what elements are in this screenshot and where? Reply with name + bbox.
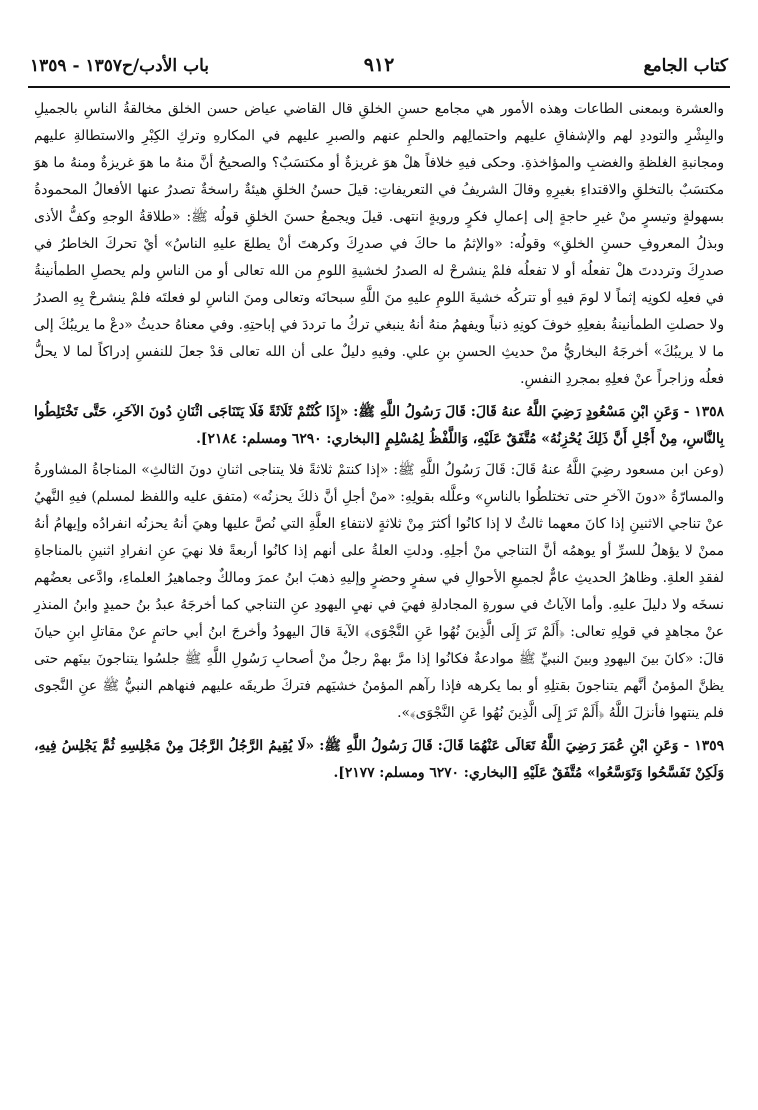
commentary-paragraph: (وعن ابن مسعود رضِيَ اللَّهُ عنهُ قَالَ: قَالَ رَسُولُ اللَّهِ ﷺ: «إذا كنتمْ ثلاثةً فلا يتناجى اثنانِ دونَ الثالثِ» المناجاةُ المشاورةُ والمسارّةُ «دونَ الآخرِ حتى تختلطُوا بالناسِ» وعلَّله بقولِهِ: «منْ أجلِ أنَّ ذلكَ يحزنُه» (متفق عليه واللفظ لمسلم) فيهِ النَّهيُ عنْ تناجي الاثنينِ إذا كانَ معهما ثالثٌ لا إذا كانُوا أكثرَ مِنْ ثلاثةٍ لانتفاءِ العلَّةِ التي نُصَّ عليها وهيَ أنهُ يحزنُه انفرادُه وإيهامُ أنهُ ممنْ لا يؤهلُ للسرِّ أو يوهمُه أنَّ التناجي منْ أجلِهِ. ودلتِ العلةُ على أنهم إذا كانُوا أربعةً فلا نهيَ عنِ انفرادِ اثنينِ بالمناجاةِ لفقدِ العلةِ. وظاهرُ الحديثِ عامٌّ لجميعِ الأحوالِ في سفرٍ وحضرٍ وإليهِ ذهبَ ابنُ عمرَ ومالكٌ وجماهيرُ العلماءِ، وادَّعى بعضُهم نسخَه ولا دليلَ عليهِ. وأما الآياتُ في سورةِ المجادلةِ فهيَ في نهيِ اليهودِ عنِ التناجي كما أخرجَهُ عبدُ بنُ حميدٍ وابنُ المنذرِ عنْ مجاهدٍ في قولِهِ تعالى: ﴿أَلَمْ تَرَ إِلَى الَّذِينَ نُهُوا عَنِ النَّجْوَى﴾ الآيةَ قالَ اليهودُ وأخرجَ ابنُ أبي حاتمٍ عنْ مقاتلِ ابنِ حيانَ قالَ: «كانَ بينَ اليهودِ وبينَ النبيِّ ﷺ موادعةٌ فكانُوا إذا مرَّ بهمْ رجلٌ منْ أصحابِ رَسُولِ اللَّهِ ﷺ جلسُوا يتناجونَ بينَهم حتى يظنَّ المؤمنُ أنَّهم يتناجونَ بقتلِهِ أو بما يكرهه فإذا رآهم المؤمنُ خشيَهم فتركَ طريقَه عليهم فنهاهم النبيُّ ﷺ عنِ النَّجوى فلم ينتهوا فأنزلَ اللَّهُ ﴿أَلَمْ تَرَ إِلَى الَّذِينَ نُهُوا عَنِ النَّجْوَى﴾». xyxy=(34,462,724,721)
header-rule xyxy=(28,86,730,88)
page-number: ٩١٢ xyxy=(363,54,395,76)
chapter-range: باب الأدب/ح١٣٥٧ - ١٣٥٩ xyxy=(30,56,209,76)
hadith-1359: ١٣٥٩ - وَعَنِ ابْنِ عُمَرَ رَضِيَ اللَّهُ تَعَالَى عَنْهُمَا قَالَ: قَالَ رَسُولُ اللَّهِ ﷺ: «لَا يُقِيمُ الرَّجُلُ الرَّجُلَ مِنْ مَجْلِسِهِ ثُمَّ يَجْلِسُ فِيهِ، وَلَكِنْ تَفَسَّحُوا وَتَوَسَّعُوا» مُتَّفَقٌ عَلَيْهِ [البخاري: ٦٢٧٠ ومسلم: ٢١٧٧]. xyxy=(34,738,724,781)
page-body xyxy=(34,96,724,787)
hadith-1358: ١٣٥٨ - وَعَنِ ابْنِ مَسْعُودٍ رَضِيَ اللَّهُ عنهُ قَالَ: قَالَ رَسُولُ اللَّهِ ﷺ: «إِذَا كُنْتُمْ ثَلَاثَةً فَلَا يَتَنَاجَى اثْنَانِ دُونَ الآخَرِ، حَتَّى تَخْتَلِطُوا بِالنَّاسِ، مِنْ أَجْلِ أَنَّ ذَلِكَ يُحْزِنُهُ» مُتَّفَقٌ عَلَيْهِ، وَاللَّفْظُ لِمُسْلِمٍ [البخاري: ٦٢٩٠ ومسلم: ٢١٨٤]. xyxy=(34,404,724,447)
commentary-paragraph: والعشرة وبمعنى الطاعات وهذه الأمور هي مجامع حسنِ الخلقِ قال القاضي عياض حسن الخلق مخالقةُ الناسِ بالجميلِ والبِشْرِ والتوددِ لهم والإشفاقِ عليهم واحتمالِهم والحلمِ عنهم والصبرِ عليهم في المكارهِ وتركِ الكِبْرِ والاستطالةِ عليهم ومجانبةِ الغلظةِ والغضبِ والمؤاخذةِ. وحكى فيهِ خلافاً هلْ هوَ غريزةٌ أو مكتسَبٌ؟ والصحيحُ أنَّ منهُ ما هوَ غريزةٌ ومنهُ ما هوَ مكتسَبٌ بالتخلقِ والاقتداءِ بغيرِهِ وقالَ الشريفُ في التعريفاتِ: قيلَ حسنُ الخلقِ هيئةٌ راسخةٌ تصدرُ عنها الأفعالُ المحمودةُ بسهولةٍ وتيسرٍ منْ غيرِ حاجةٍ إلى إعمالِ فكرٍ ورويةٍ انتهى. قيلَ ويجمعُ حسنَ الخلقِ قولُه ﷺ: «طلاقةُ الوجهِ وكفُّ الأذى وبذلُ المعروفِ حسنِ الخلقِ» وقولُه: «والإثمُ ما حاكَ في صدرِكَ وكرهتَ أنْ يطلعَ عليهِ الناسُ» أيْ تحركَ الخاطرُ في صدرِكَ وترددتَ هلْ تفعلُه أو لا تفعلُه فلمْ ينشرحْ له الصدرُ لخشيةِ اللومِ من الله تعالى أو من الناسِ ولم يحصلِ الطمأنينةُ في فعلِه لكونِه إثماً لا لومَ فيهِ أو تتركُه خشيةَ اللومِ عليهِ منَ اللَّهِ سبحانَه وتعالى ومنَ الناسِ لو فعلتَه فلمْ ينشرحْ بِهِ الصدرُ ولا حصلتِ الطمأنينةُ بفعلِهِ خوفَ كونِهِ ذنباً ويفهمُ منهُ أنهُ ينبغي تركُ ما ترددَ في إباحتِهِ. وفي معناهُ حديثُ «دعْ ما يريبُكَ إلى ما لا يريبُكَ» أخرجَهُ البخاريُّ منْ حديثِ الحسنِ بنِ علي. وفيهِ دليلٌ على أن الله تعالى قدْ جعلَ للنفسِ إدراكاً لما لا يحلُّ فعلُه وزاجراً عنْ فعلِهِ بمجردِ النفسِ. xyxy=(34,101,724,387)
book-title: كتاب الجامع xyxy=(643,56,728,76)
page-header xyxy=(30,52,728,80)
